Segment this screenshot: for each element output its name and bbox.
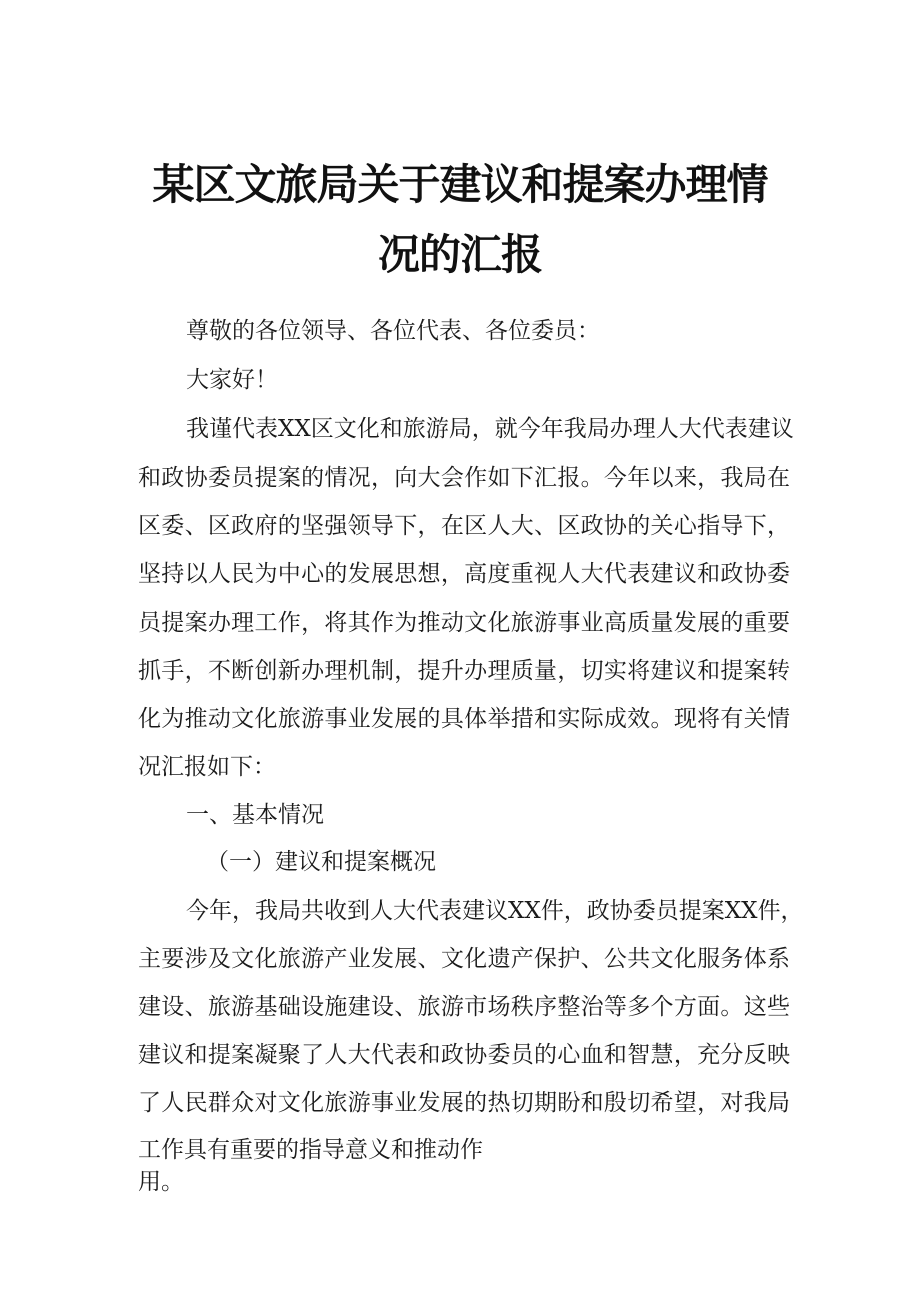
- intro-line-4: 坚持以人民为中心的发展思想，高度重视人大代表建议和政协委: [138, 561, 790, 587]
- intro-line-7: 化为推动文化旅游事业发展的具体举措和实际成效。现将有关情: [138, 706, 790, 732]
- salutation: 尊敬的各位领导、各位代表、各位委员：: [186, 318, 600, 344]
- body-line-3: 建设、旅游基础设施建设、旅游市场秩序整治等多个方面。这些: [138, 994, 790, 1020]
- document-title-line-2: 况的汇报: [377, 230, 542, 279]
- intro-line-1: 我谨代表XX区文化和旅游局，就今年我局办理人大代表建议: [186, 416, 794, 442]
- body-line-2: 主要涉及文化旅游产业发展、文化遗产保护、公共文化服务体系: [138, 946, 790, 972]
- intro-line-5: 员提案办理工作，将其作为推动文化旅游事业高质量发展的重要: [138, 610, 790, 636]
- body-line-4: 建议和提案凝聚了人大代表和政协委员的心血和智慧，充分反映: [138, 1042, 790, 1068]
- body-line-7: 用。: [138, 1169, 184, 1195]
- intro-line-8: 况汇报如下：: [138, 754, 276, 780]
- body-line-5: 了人民群众对文化旅游事业发展的热切期盼和殷切希望，对我局: [138, 1090, 790, 1116]
- intro-line-2: 和政协委员提案的情况，向大会作如下汇报。今年以来，我局在: [138, 465, 790, 491]
- intro-line-6: 抓手，不断创新办理机制，提升办理质量，切实将建议和提案转: [138, 658, 790, 684]
- subsection-heading: （一）建议和提案概况: [206, 849, 436, 875]
- section-heading: 一、基本情况: [186, 802, 324, 828]
- body-line-6: 工作具有重要的指导意义和推动作: [138, 1137, 483, 1163]
- document-title-line-1: 某区文旅局关于建议和提案办理情: [152, 160, 768, 209]
- body-line-1: 今年，我局共收到人大代表建议XX件，政协委员提案XX件，: [186, 898, 804, 924]
- intro-line-3: 区委、区政府的坚强领导下，在区人大、区政协的关心指导下，: [138, 513, 790, 539]
- greeting: 大家好！: [186, 367, 278, 393]
